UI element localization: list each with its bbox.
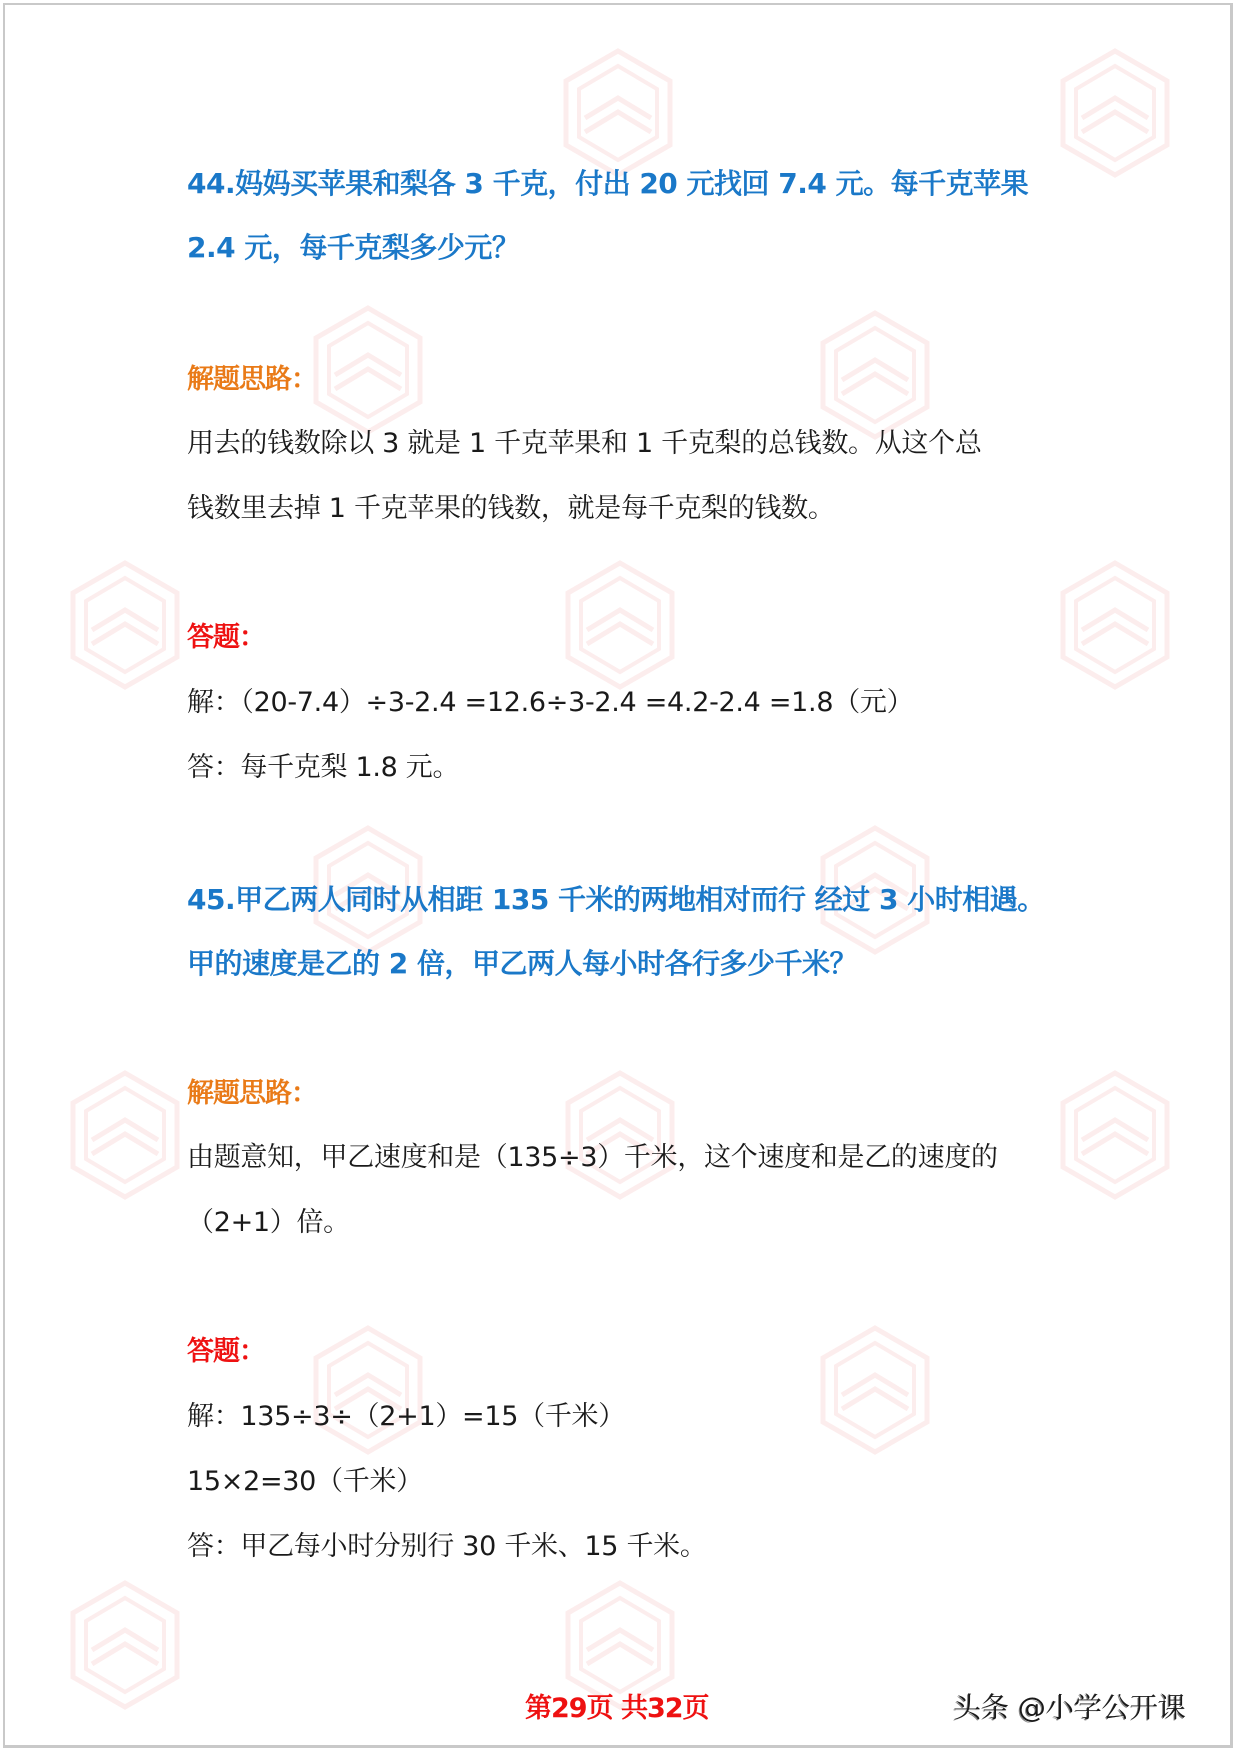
watermark-logo-icon — [563, 48, 673, 178]
problem-44-thinking-heading: 解题思路： — [187, 364, 317, 395]
problem-44-thinking-line-1: 用去的钱数除以 3 就是 1 千克苹果和 1 千克梨的总钱数。从这个总 — [187, 428, 982, 459]
watermark-logo-icon — [1060, 560, 1170, 690]
problem-44-answer-heading: 答题： — [187, 622, 265, 653]
problem-44-question-line-1: 44.妈妈买苹果和梨各 3 千克，付出 20 元找回 7.4 元。每千克苹果 — [187, 167, 1029, 200]
problem-45-final-answer: 答：甲乙每小时分别行 30 千米、15 千米。 — [187, 1531, 707, 1562]
problem-44-thinking-line-2: 钱数里去掉 1 千克苹果的钱数，就是每千克梨的钱数。 — [187, 493, 835, 524]
problem-45-solution-line-2: 15×2=30（千米） — [187, 1466, 423, 1497]
watermark-logo-icon — [820, 1325, 930, 1455]
watermark-logo-icon — [70, 1580, 180, 1710]
watermark-logo-icon — [70, 560, 180, 690]
watermark-logo-icon — [565, 1070, 675, 1200]
problem-45-question-line-2: 甲的速度是乙的 2 倍，甲乙两人每小时各行多少千米？ — [187, 947, 857, 980]
watermark-logo-icon — [1060, 1070, 1170, 1200]
watermark-logo-icon — [565, 560, 675, 690]
problem-45-question-line-1: 45.甲乙两人同时从相距 135 千米的两地相对而行 经过 3 小时相遇。 — [187, 883, 1045, 916]
problem-45-thinking-line-2: （2+1）倍。 — [187, 1207, 350, 1238]
problem-45-solution-line-1: 解：135÷3÷（2+1）=15（千米） — [187, 1401, 625, 1432]
problem-44-solution-line: 解：（20-7.4）÷3-2.4 =12.6÷3-2.4 =4.2-2.4 =1.8（元） — [187, 687, 914, 718]
watermark-logo-icon — [1060, 48, 1170, 178]
problem-45-answer-heading: 答题： — [187, 1336, 265, 1367]
watermark-logo-icon — [313, 1325, 423, 1455]
watermark-logo-icon — [820, 310, 930, 440]
problem-45-thinking-heading: 解题思路： — [187, 1078, 317, 1109]
page-indicator: 第29页 共32页 — [525, 1693, 709, 1724]
problem-44-question-line-2: 2.4 元，每千克梨多少元？ — [187, 231, 520, 264]
problem-44-final-answer: 答：每千克梨 1.8 元。 — [187, 752, 460, 783]
watermark-logo-icon — [313, 305, 423, 435]
problem-45-thinking-line-1: 由题意知，甲乙速度和是（135÷3）千米，这个速度和是乙的速度的 — [187, 1142, 998, 1173]
watermark-logo-icon — [70, 1070, 180, 1200]
source-credit: 头条 @小学公开课 — [953, 1691, 1186, 1724]
